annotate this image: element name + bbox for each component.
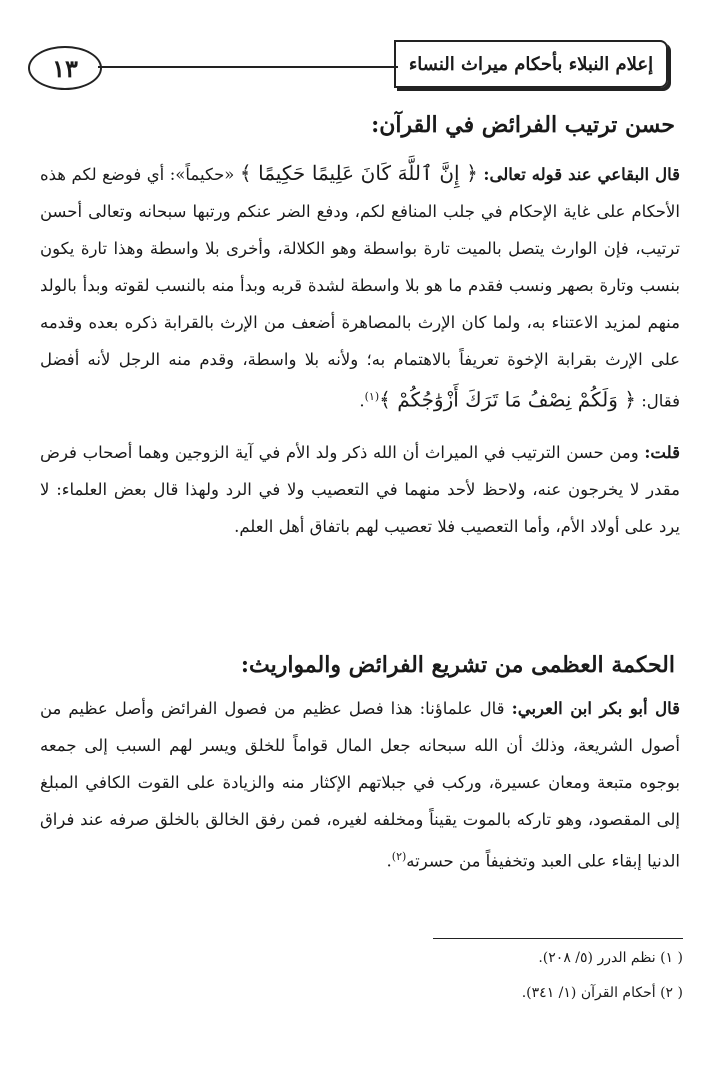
paragraph-text: ومن حسن الترتيب في الميراث أن الله ذكر ولد الأم في آية الزوجين وهما أصحاب فرض مقدر لا يخرجون عنه، ولاحظ لأحد منهما في التعصيب ولا في الرد ولهذا قال بعض العلماء: لا يرد على أولاد الأم، وأما التعصيب فلا تعصيب لهم باتفاق أهل العلم. (40, 442, 680, 536)
page-header (28, 40, 668, 96)
paragraph (40, 434, 680, 545)
paragraph-text: قال علماؤنا: هذا فصل عظيم من فصول الفرائض وأصل عظيم من أصول الشريعة، وذلك أن الله سبحانه جعل المال قواماً للخلق ويسر لهم السبب إلى جمعه بوجوه متبعة ومعان عسيرة، وركب في جبلاتهم الإكثار منه والزيادة على القوت الكافي المبلغ إلى المقصود، وهو تاركه بالموت يقيناً ومخلفه لغيره، فمن رفق الخالق بالخلق صرفه عند فراق الدنيا إبقاء على العبد وتخفيفاً من حسرته (40, 699, 680, 871)
quran-verse: ﴿ وَلَكُمْ نِصْفُ مَا تَرَكَ أَزْوَٰجُكُمْ ﴾ (379, 387, 636, 412)
section-heading-wisdom: الحكمة العظمى من تشريع الفرائض والمواريث: (240, 652, 675, 678)
page-number: ١٣ (28, 46, 102, 90)
section-heading-arrangement: حسن ترتيب الفرائض في القرآن: (371, 112, 675, 138)
paragraph: قال أبو بكر ابن العربي: قال علماؤنا: هذا فصل عظيم من فصول الفرائض وأصل عظيم من أصول الشريعة، وذلك أن الله سبحانه جعل المال قواماً للخلق ويسر لهم السبب إلى جمعه بوجوه متبعة ومعان عسيرة، وركب في جبلاتهم الإكثار منه والزيادة على القوت الكافي المبلغ إلى المقصود، وهو تاركه بالموت يقيناً ومخلفه لغيره، فمن رفق الخالق بالخلق صرفه عند فراق الدنيا إبقاء على العبد وتخفيفاً من حسرته$^{(٢)}$. (40, 699, 680, 871)
footnote: ( ١) نظم الدرر (٥/ ٢٠٨). (538, 950, 683, 966)
paragraph: قال البقاعي عند قوله تعالى: ﴿ إِنَّ ٱللَّهَ كَانَ عَلِيمًا حَكِيمًا ﴾ «حكيماً»: أي فوضع لكم هذه الأحكام على غاية الإحكام في جلب المنافع لكم، ودفع الضر عنكم ورتبها سبحانه وتعالى أحسن ترتيب، فإن الوارث يتصل بالميت تارة بواسطة وهو الكلالة، وأخرى بلا واسطة وهذا تارة يكون بنسب وتارة بصهر ونسب فقدم ما هو بلا واسطة لشدة قربه وبدأ منه بالنسب لقوته وبدأ بالولد منهم لمزيد الاعتناء به، ولما كان الإرث بالمصاهرة أضعف من الإرث بالقرابة ذكره بعده وقدمه على الإرث بقرابة الإخوة تعريفاً بالاهتمام به؛ ولأنه بلا واسطة، وقدم منه الرجل لأنه أفضل فقال: ﴿ وَلَكُمْ نِصْفُ مَا تَرَكَ أَزْوَٰجُكُمْ ﴾$^{(١)}$. (40, 161, 680, 412)
footnote-ref: (٢) (391, 850, 407, 863)
book-title: إعلام النبلاء بأحكام ميراث النساء (394, 40, 668, 88)
paragraph-text: «حكيماً»: أي فوضع لكم هذه الأحكام على غاية الإحكام في جلب المنافع لكم، ودفع الضر عنكم ورتبها سبحانه وتعالى أحسن ترتيب، فإن الوارث يتصل بالميت تارة بواسطة وهو الكلالة، وأخرى بلا واسطة وهذا تارة يكون بنسب وتارة بصهر ونسب فقدم ما هو بلا واسطة لشدة قربه وبدأ منه بالنسب لقوته وبدأ بالولد منهم لمزيد الاعتناء به، ولما كان الإرث بالمصاهرة أضعف من الإرث بالقرابة ذكره بعده وقدمه على الإرث بقرابة الإخوة تعريفاً بالاهتمام به؛ ولأنه بلا واسطة، وقدم منه الرجل لأنه أفضل فقال: (40, 165, 680, 411)
footnote-ref: (١) (364, 390, 380, 403)
quote-lead: قال البقاعي عند قوله تعالى: (483, 165, 680, 184)
quote-lead: قال أبو بكر ابن العربي: (511, 699, 680, 718)
quran-verse: ﴿ إِنَّ ٱللَّهَ كَانَ عَلِيمًا حَكِيمًا ﴾ (239, 161, 478, 185)
footnote-divider (433, 938, 683, 939)
header-rule (98, 66, 398, 68)
qult-label: قلت: (644, 442, 680, 462)
footnote: ( ٢) أحكام القرآن (١/ ٣٤١). (521, 985, 683, 1001)
section2-body (40, 690, 680, 880)
section1-body (40, 155, 680, 545)
